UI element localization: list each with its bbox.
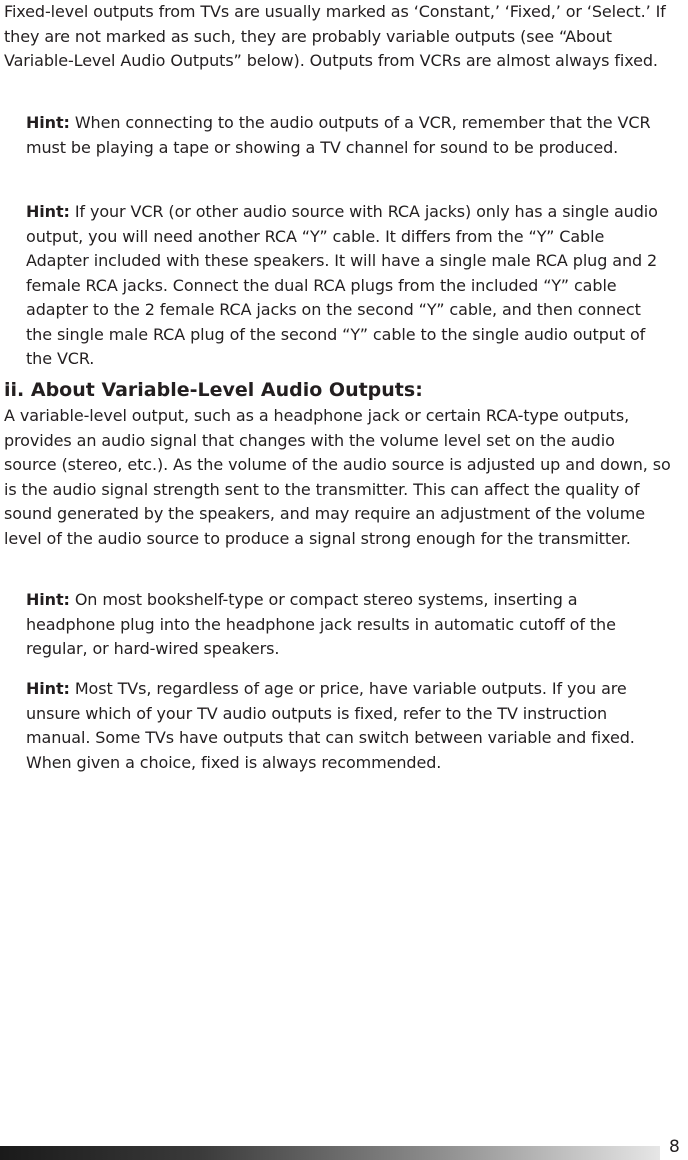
intro-paragraph: Fixed-level outputs from TVs are usually marked as ‘Constant,’ ‘Fixed,’ or ‘Select.’ If they are not marked as such, they are probably variable outputs (see “About Variable-Level Audio Outputs” below). Outputs from VCRs are almost always fixed.: [4, 2, 666, 70]
hint-text: Most TVs, regardless of age or price, have variable outputs. If you are unsure which of your TV audio outputs is fixed, refer to the TV instruction manual. Some TVs have outputs that can switch between variable and fixed. When given a choice, fixed is always recommended.: [26, 679, 635, 772]
section-body-paragraph: A variable-level output, such as a headphone jack or certain RCA-type outputs, provides an audio signal that changes with the volume level set on the audio source (stereo, etc.). As the volume of the audio source is adjusted up and down, so is the audio signal strength sent to the transmitter. This can affect the quality of sound generated by the speakers, and may require an adjustment of the volume level of the audio source to produce a signal strong enough for the transmitter.: [4, 406, 671, 548]
page-number: 8: [669, 1137, 680, 1157]
hint-label: Hint:: [26, 202, 70, 221]
hint-tv-variable-outputs: [26, 677, 666, 775]
hint-text: When connecting to the audio outputs of a VCR, remember that the VCR must be playing a tape or showing a TV channel for sound to be produced.: [26, 113, 651, 157]
hint-label: Hint:: [26, 679, 70, 698]
hint-vcr-playing: [26, 111, 666, 160]
hint-headphone-cutoff: [26, 588, 666, 662]
hint-single-audio-output: [26, 200, 666, 372]
footer-gradient-bar: [0, 1146, 660, 1160]
hint-text: If your VCR (or other audio source with RCA jacks) only has a single audio output, you will need another RCA “Y” cable. It differs from the “Y” Cable Adapter included with these speakers. It will have a single male RCA plug and 2 female RCA jacks. Connect the dual RCA plugs from the included “Y” cable adapter to the 2 female RCA jacks on the second “Y” cable, and then connect the single male RCA plug of the second “Y” cable to the single audio output of the VCR.: [26, 202, 658, 368]
section-heading: ii. About Variable-Level Audio Outputs:: [4, 379, 423, 401]
hint-label: Hint:: [26, 590, 70, 609]
hint-label: Hint:: [26, 113, 70, 132]
hint-text: On most bookshelf-type or compact stereo systems, inserting a headphone plug into the headphone jack results in automatic cutoff of the regular, or hard-wired speakers.: [26, 590, 616, 658]
